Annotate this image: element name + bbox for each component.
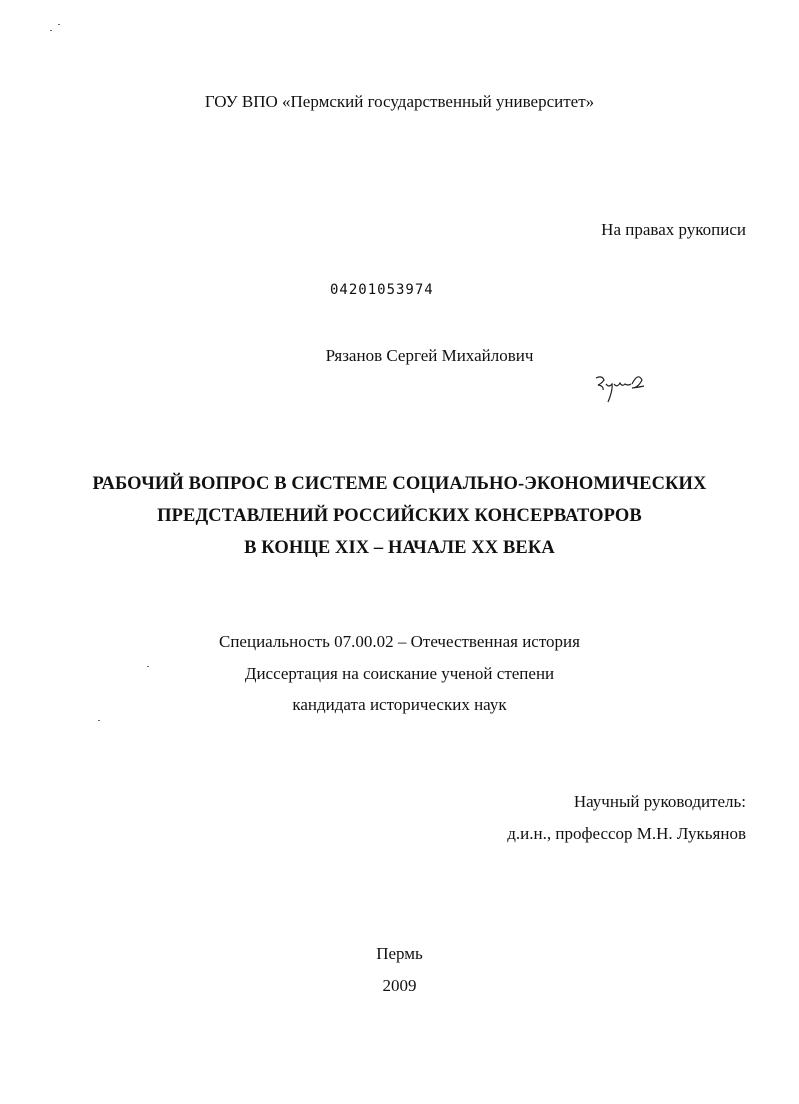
registration-number: 04201053974: [330, 282, 434, 298]
degree-line-2: кандидата исторических наук: [292, 695, 507, 714]
scan-speck: [98, 720, 100, 721]
scan-speck: [50, 30, 52, 31]
institution: ГОУ ВПО «Пермский государственный университет»: [204, 92, 595, 111]
year: 2009: [382, 976, 417, 995]
scan-speck: [147, 666, 149, 667]
signature-image: [592, 372, 652, 410]
city: Пермь: [376, 944, 423, 963]
author-name: Рязанов Сергей Михайлович: [325, 346, 534, 365]
title-line-2: ПРЕДСТАВЛЕНИЙ РОССИЙСКИХ КОНСЕРВАТОРОВ: [157, 506, 642, 526]
supervisor-label: Научный руководитель:: [573, 792, 746, 811]
specialty: Специальность 07.00.02 – Отечественная история: [219, 632, 580, 651]
scan-speck: [58, 24, 60, 25]
degree-line-1: Диссертация на соискание ученой степени: [244, 664, 555, 683]
title-line-1: РАБОЧИЙ ВОПРОС В СИСТЕМЕ СОЦИАЛЬНО-ЭКОНОМИЧЕСКИХ: [92, 474, 707, 494]
supervisor: д.и.н., профессор М.Н. Лукьянов: [507, 824, 746, 843]
manuscript-note: На правах рукописи: [601, 220, 746, 239]
title-line-3: В КОНЦЕ XIX – НАЧАЛЕ XX ВЕКА: [244, 538, 555, 558]
